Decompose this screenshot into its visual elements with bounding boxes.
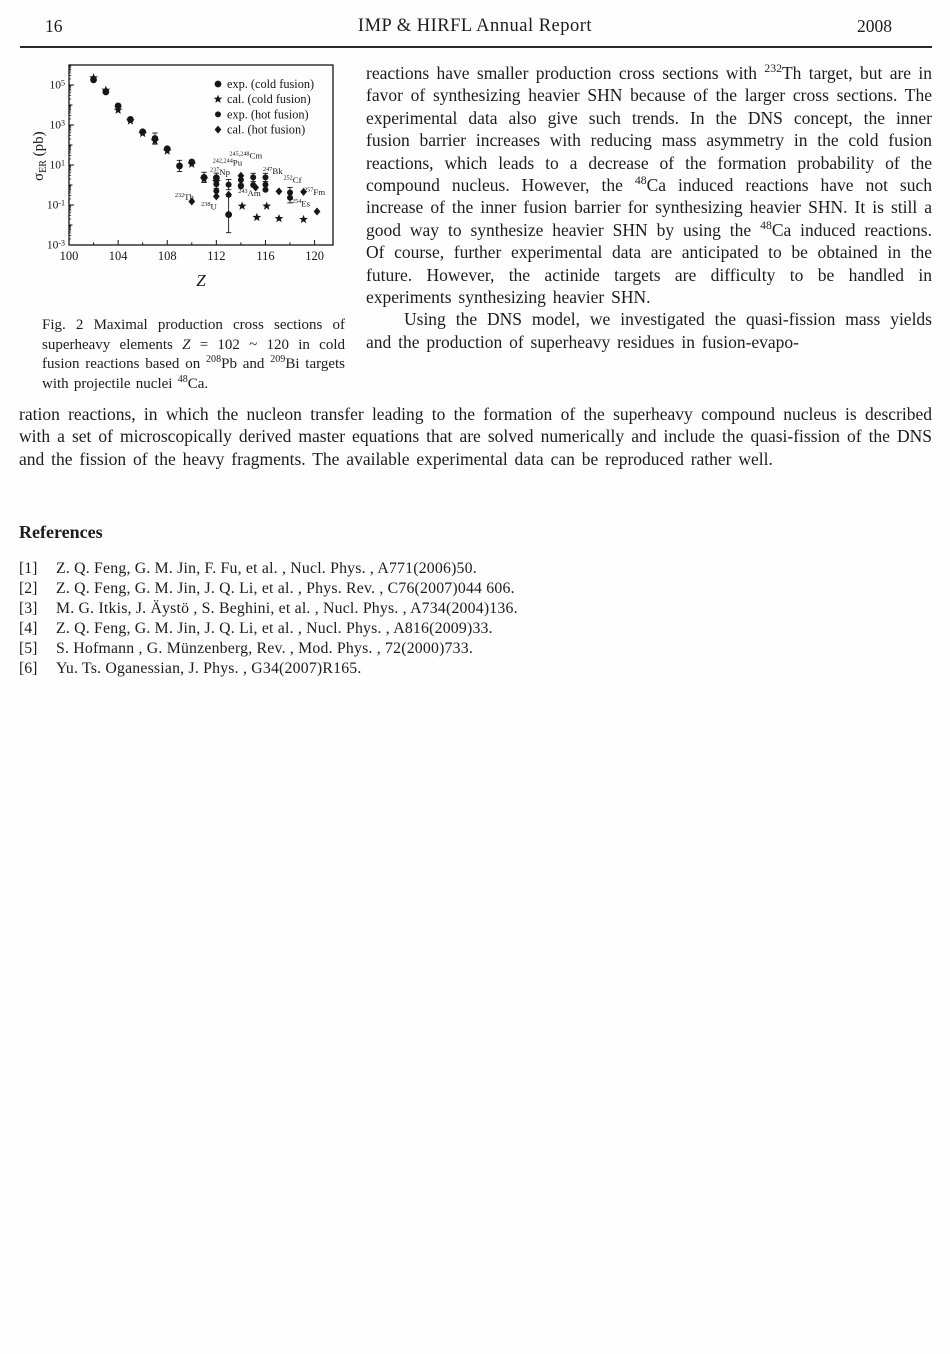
reference-item	[19, 619, 932, 639]
isotope-label: $^{243}$Am	[238, 187, 261, 199]
svg-text:exp. (hot fusion): exp. (hot fusion)	[227, 107, 309, 122]
isotope-label: $^{252}$Cf	[283, 174, 302, 185]
isotope-label: $^{245,248}$Cm	[229, 150, 263, 161]
svg-text:112: 112	[207, 249, 226, 263]
svg-text:cal. (hot fusion): cal. (hot fusion)	[227, 122, 306, 137]
references-section	[19, 522, 932, 678]
reference-text: S. Hofmann , G. Münzenberg, Rev. , Mod. Phys. , 72(2000)733.	[56, 639, 473, 657]
isotope-label: $^{247}$Bk	[263, 165, 283, 177]
chart-legend	[214, 77, 314, 137]
reference-text: M. G. Itkis, J. Äystö , S. Beghini, et al. , Nucl. Phys. , A734(2004)136.	[56, 599, 518, 617]
svg-text:108: 108	[157, 249, 177, 263]
svg-text:116: 116	[256, 249, 275, 263]
right-text-column	[366, 62, 932, 353]
isotope-label: $^{257}$Fm	[304, 186, 326, 197]
reference-item	[19, 599, 932, 619]
y-axis-title: σER (pb)	[31, 131, 49, 181]
body-paragraph-1: reactions have smaller production cross sections with $^{232}$Th target, but are in favor of synthesizing heavier SHN because of the larger cross sections. The experimental data also give such trends. In the DNS concept, the inner fusion barrier increases with reducing mass asymmetry in the cold fusion reactions, which leads to a decrease of the formation probability of the compound nucleus. However, the $^{48}$Ca induced reactions have not such increase of the inner fusion barrier for synthesizing heavier SHN. It is still a good way to synthesize heavier SHN by using the $^{48}$Ca induced reactions. Of course, further experimental data are anticipated to be obtained in the future. However, the actinide targets are difficulty to be handled in experiments synthesizing heavier SHN.	[366, 62, 933, 308]
svg-text:104: 104	[108, 249, 128, 263]
reference-item	[19, 639, 932, 659]
reference-number: [2]	[19, 579, 38, 597]
figure-2-caption: Fig. 2 Maximal production cross sections of superheavy elements Z = 102 ~ 120 in cold fusion reactions based on $^{208}$Pb and $^{209}$Bi targets with projectile nuclei $^{48}$Ca.	[42, 317, 346, 392]
isotope-label: $^{242,244}$Pu	[212, 157, 243, 168]
reference-number: [5]	[19, 639, 38, 657]
references-list	[19, 559, 932, 678]
page-number: 16	[45, 16, 63, 36]
reference-text: Z. Q. Feng, G. M. Jin, J. Q. Li, et al. , Nucl. Phys. , A816(2009)33.	[56, 619, 493, 637]
report-title: IMP & HIRFL Annual Report	[357, 16, 593, 36]
reference-number: [4]	[19, 619, 38, 637]
reference-number: [6]	[19, 659, 38, 677]
svg-text:100: 100	[59, 249, 79, 263]
reference-item	[19, 659, 932, 679]
svg-text:120: 120	[305, 249, 324, 263]
reference-item	[19, 579, 932, 599]
chart-isotope-labels	[175, 150, 325, 211]
header-rule	[20, 46, 932, 48]
svg-text:10-1: $10^{-1}$	[46, 198, 65, 212]
figure-2	[30, 56, 360, 394]
body-paragraph-2-fullwidth-part: ration reactions, in which the nucleon transfer leading to the formation of the superheavy compound nucleus is described with a set of microscopically derived master equations that are solved numerically and include the quasi-fission of the DNS and the fission of the heavy fragments. The available experimental data can be reproduced rather well.	[19, 404, 932, 469]
reference-text: Yu. Ts. Oganessian, J. Phys. , G34(2007)R165.	[56, 659, 362, 677]
svg-text:exp. (cold fusion): exp. (cold fusion)	[227, 77, 315, 91]
body-paragraph-2-column-part: Using the DNS model, we investigated the quasi-fission mass yields and the production of superheavy residues in fusion-evapo-	[366, 309, 932, 352]
reference-number: [3]	[19, 599, 38, 617]
reference-text: Z. Q. Feng, G. M. Jin, J. Q. Li, et al. , Phys. Rev. , C76(2007)044 606.	[56, 579, 515, 597]
page-header	[40, 16, 910, 40]
reference-item	[19, 559, 932, 579]
isotope-label: $^{237}$Np	[210, 166, 231, 177]
svg-text:10-3: $10^{-3}$	[46, 238, 65, 252]
figure-2-chart	[30, 56, 360, 306]
svg-text:101: $10^1$	[49, 158, 65, 172]
svg-text:105: $10^5$	[49, 78, 65, 92]
isotope-label: $^{238}$U	[201, 201, 217, 212]
svg-text:103: $10^3$	[49, 118, 65, 132]
report-year: 2008	[857, 16, 892, 36]
svg-text:cal. (cold fusion): cal. (cold fusion)	[227, 92, 311, 107]
x-axis-title: Z	[196, 271, 206, 290]
references-heading: References	[19, 522, 103, 542]
reference-number: [1]	[19, 560, 38, 577]
isotope-label: $^{232}$Th	[174, 191, 194, 203]
reference-text: Z. Q. Feng, G. M. Jin, F. Fu, et al. , Nucl. Phys. , A771(2006)50.	[56, 560, 477, 577]
isotope-label: $^{254}$Es	[292, 198, 311, 209]
